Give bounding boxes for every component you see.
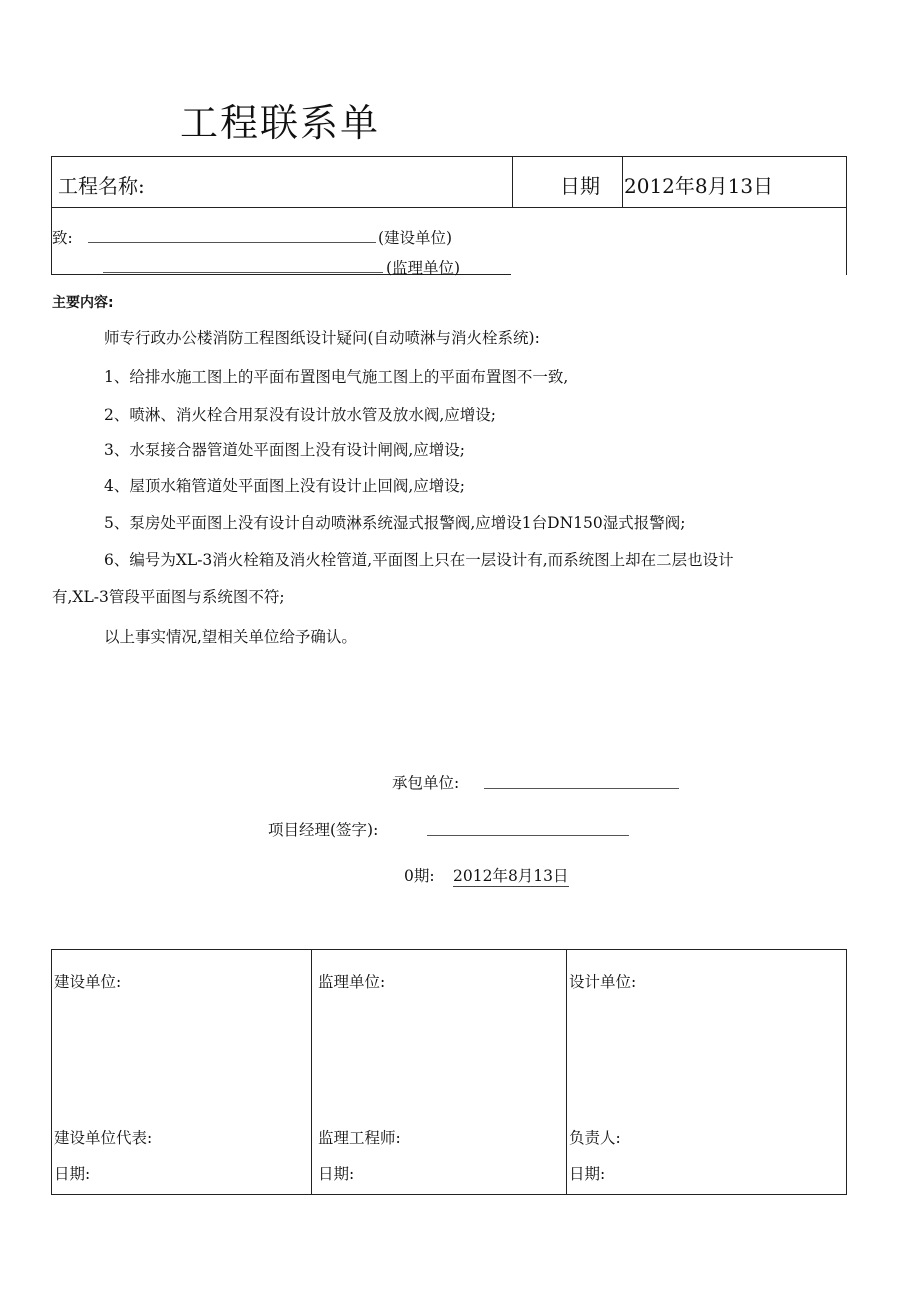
header-table xyxy=(51,156,847,208)
owner-blank xyxy=(88,242,376,243)
contractor-date-label: 0期: xyxy=(404,867,435,885)
owner-unit-label: 建设单位: xyxy=(54,973,122,991)
content-item: 2、喷淋、消火栓合用泵没有设计放水管及放水阀,应增设; xyxy=(104,406,497,424)
date-label: 日期 xyxy=(560,174,600,198)
date-value: 2012年8月13日 xyxy=(624,174,774,198)
contractor-date-value: 2012年8月13日 xyxy=(453,864,569,887)
header-divider xyxy=(622,157,623,207)
contractor-unit-label: 承包单位: xyxy=(392,774,460,792)
owner-rep-label: 建设单位代表: xyxy=(54,1129,153,1147)
supervisor-engineer-label: 监理工程师: xyxy=(318,1129,401,1147)
header-divider xyxy=(512,157,513,207)
signoff-table xyxy=(51,949,847,1195)
content-item: 3、水泵接合器管道处平面图上没有设计闸阀,应增设; xyxy=(104,441,466,459)
project-manager-label: 项目经理(签字): xyxy=(268,821,379,839)
content-closing: 以上事实情况,望相关单位给予确认。 xyxy=(104,628,357,646)
signoff-divider xyxy=(566,950,567,1194)
recipient-border-right xyxy=(846,207,847,275)
owner-unit-label: (建设单位) xyxy=(378,229,453,247)
supervisor-unit-label: 监理单位: xyxy=(318,973,386,991)
project-manager-blank xyxy=(427,835,629,836)
designer-rep-label: 负责人: xyxy=(569,1129,621,1147)
page-title: 工程联系单 xyxy=(180,101,381,145)
supervisor-blank xyxy=(103,272,383,273)
content-item: 5、泵房处平面图上没有设计自动喷淋系统湿式报警阀,应增设1台DN150湿式报警阀; xyxy=(104,514,686,532)
content-intro: 师专行政办公楼消防工程图纸设计疑问(自动喷淋与消火栓系统): xyxy=(104,329,540,347)
contractor-unit-blank xyxy=(484,788,679,789)
project-name-label: 工程名称: xyxy=(58,174,145,198)
to-label: 致: xyxy=(52,229,73,247)
designer-unit-label: 设计单位: xyxy=(569,973,637,991)
content-heading: 主要内容: xyxy=(52,295,114,311)
signoff-divider xyxy=(311,950,312,1194)
designer-date-label: 日期: xyxy=(569,1165,606,1183)
content-item: 4、屋顶水箱管道处平面图上没有设计止回阀,应增设; xyxy=(104,477,466,495)
content-item: 6、编号为XL-3消火栓箱及消火栓管道,平面图上只在一层设计有,而系统图上却在二层也设计 xyxy=(104,551,734,569)
owner-date-label: 日期: xyxy=(54,1165,91,1183)
supervisor-unit-label: (监理单位) xyxy=(386,259,461,277)
content-item: 1、给排水施工图上的平面布置图电气施工图上的平面布置图不一致, xyxy=(104,368,569,386)
supervisor-date-label: 日期: xyxy=(318,1165,355,1183)
content-item-continued: 有,XL-3管段平面图与系统图不符; xyxy=(52,588,285,606)
